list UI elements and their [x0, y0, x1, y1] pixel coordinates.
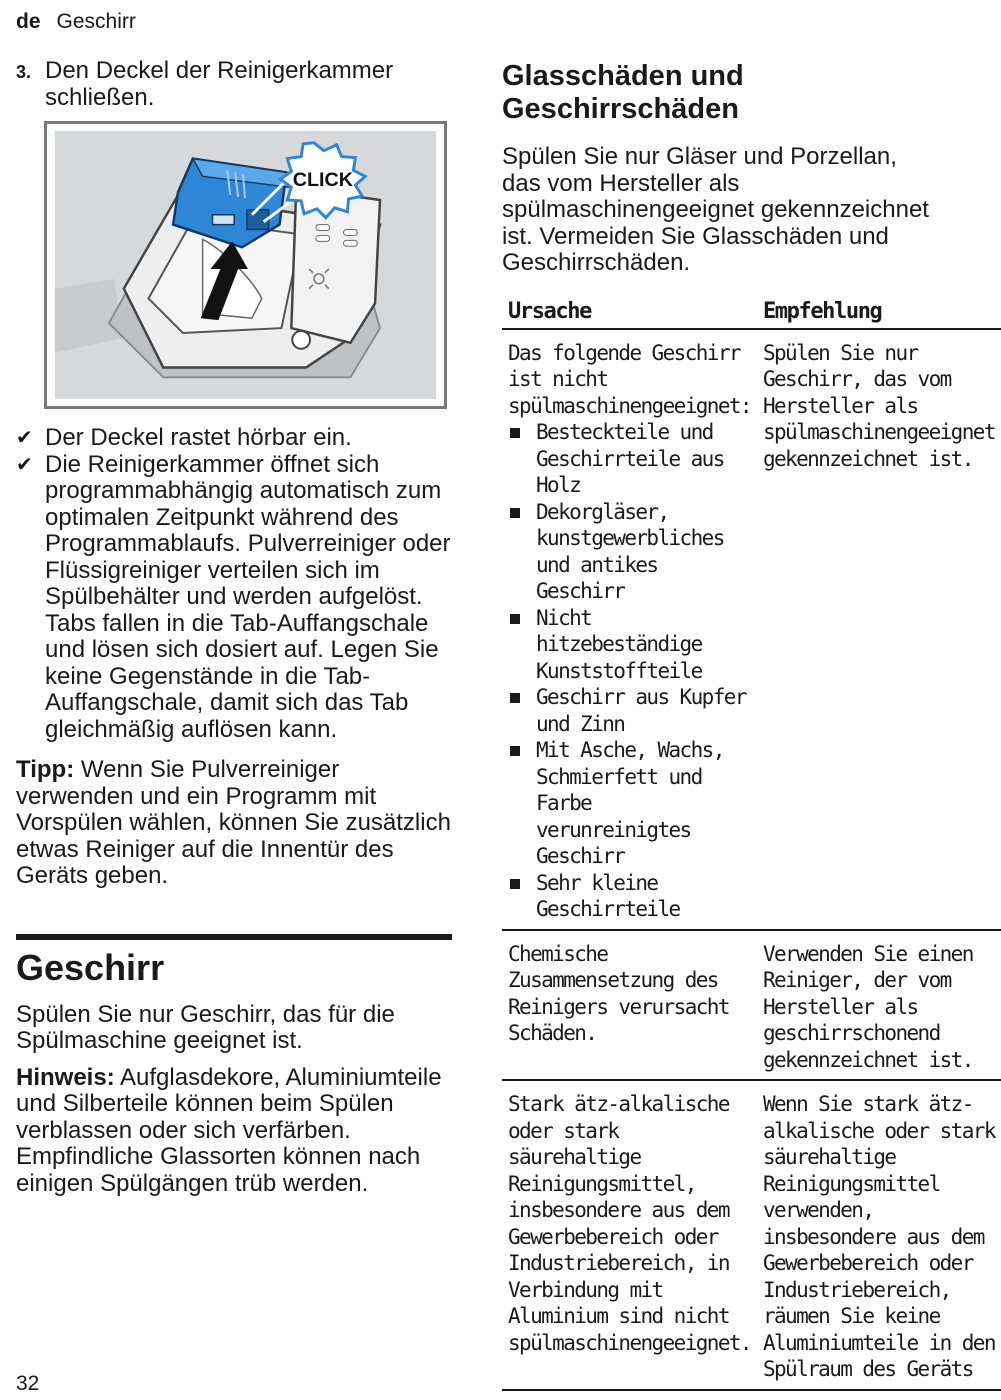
cause-cell: Chemische Zusammensetzung des Reinigers verursacht Schäden. — [502, 930, 757, 1081]
step-number: 3. — [16, 62, 32, 82]
cause-cell: Stark ätz-alkalische oder stark säurehaltige Reinigungsmittel, insbesondere aus dem Gewerbebereich oder Industriebereich, in Verbindung mit Aluminium sind nicht spülmaschinengeeignet. — [502, 1080, 757, 1390]
recommendation-cell: Verwenden Sie einen Reiniger, der vom Hersteller als geschirrschonend gekennzeichnet ist. — [757, 930, 1001, 1081]
checkmark-icon: ✔ — [16, 453, 33, 476]
list-item: Besteckteile und Geschirrteile aus Holz — [508, 419, 751, 499]
page-header — [16, 10, 136, 34]
damage-table — [502, 299, 1001, 1391]
note-paragraph — [16, 1065, 452, 1198]
checkmark-icon: ✔ — [16, 427, 33, 449]
list-item: Geschirr aus Kupfer und Zinn — [508, 684, 751, 737]
header-section-title: Geschirr — [56, 10, 136, 33]
detergent-dispenser-illustration — [44, 121, 447, 409]
table-row — [502, 329, 1001, 930]
list-item: ✔ Der Deckel rastet hörbar ein. — [16, 424, 352, 451]
table-header-row — [502, 299, 1001, 329]
square-bullet-icon — [510, 508, 520, 518]
geschirr-heading: Geschirr — [16, 946, 165, 988]
tip-paragraph — [16, 757, 452, 890]
glass-damage-heading: Glasschäden und Geschirrschäden — [502, 60, 744, 125]
language-code: de — [16, 10, 41, 33]
list-item: Nicht hitzebeständige Kunststoffteile — [508, 605, 751, 685]
table-row — [502, 930, 1001, 1081]
geschirr-intro: Spülen Sie nur Geschirr, das für die Spülmaschine geeignet ist. — [16, 1000, 395, 1054]
step-text: Den Deckel der Reinigerkammer schließen. — [45, 57, 394, 111]
list-item: Mit Asche, Wachs, Schmierfett und Farbe verunreinigtes Geschirr — [508, 737, 751, 870]
tip-label: Tipp: — [16, 756, 75, 783]
dispenser-drawing — [54, 131, 437, 399]
note-text: Aufglasdekore, Aluminiumteile und Silberteile können beim Spülen verblassen oder sich verfärben. Empfindliche Glassorten können nach einigen Spülgängen trüb werden. — [16, 1063, 442, 1197]
square-bullet-icon — [510, 614, 520, 624]
note-label: Hinweis: — [16, 1063, 115, 1091]
section-divider — [16, 934, 452, 940]
right-column — [502, 58, 995, 1391]
table-row — [502, 1080, 1001, 1390]
cause-cell: Das folgende Geschirr ist nicht spülmaschinengeeignet: Besteckteile und Geschirrteile aus Holz Dekorgläser, kunstgewerbliches und antikes Geschirr Nicht hitzebeständige Kunststoffteile Geschirr aus Kupfer und Zinn Mit Asche, Wachs, Schmierfett und Farbe verunreinigtes Geschirr Sehr kleine Geschirrteile — [502, 329, 757, 930]
column-header-recommendation: Empfehlung — [757, 299, 1001, 329]
tip-text: Wenn Sie Pulverreiniger verwenden und ein Programm mit Vorspülen wählen, können Sie zusätzlich etwas Reiniger auf die Innentür des Geräts geben. — [16, 756, 451, 889]
square-bullet-icon — [510, 746, 520, 756]
list-item: Dekorgläser, kunstgewerbliches und antikes Geschirr — [508, 499, 751, 605]
unsuitable-items-list — [508, 419, 751, 923]
list-item: Sehr kleine Geschirrteile — [508, 870, 751, 923]
click-callout-text: CLICK — [292, 169, 353, 192]
square-bullet-icon — [510, 879, 520, 889]
result-list — [16, 425, 452, 743]
square-bullet-icon — [510, 428, 520, 438]
left-column — [16, 58, 452, 1197]
list-item: ✔ Die Reinigerkammer öffnet sich programmabhängig automatisch zum optimalen Zeitpunkt während des Programmablaufs. Pulverreiniger oder Flüssigreiniger verteilen sich im Spülbehälter und werden aufgelöst. Tabs fallen in die Tab-Auffangschale und lösen sich dosiert auf. Legen Sie keine Gegenstände in die Tab-Auffangschale, damit sich das Tab gleichmäßig auflösen kann. — [16, 450, 451, 743]
step-3 — [16, 58, 452, 111]
column-header-cause: Ursache — [502, 299, 757, 329]
page-number: 32 — [16, 1372, 40, 1395]
square-bullet-icon — [510, 693, 520, 703]
glass-damage-intro: Spülen Sie nur Gläser und Porzellan, das vom Hersteller als spülmaschinengeeignet gekennzeichnet ist. Vermeiden Sie Glasschäden und Geschirrschäden. — [502, 143, 929, 276]
recommendation-cell: Spülen Sie nur Geschirr, das vom Hersteller als spülmaschinengeeignet gekennzeichnet ist. — [757, 329, 1001, 930]
recommendation-cell: Wenn Sie stark ätz-alkalische oder stark säurehaltige Reinigungsmittel verwenden, insbesondere aus dem Gewerbebereich oder Industriebereich, räumen Sie keine Aluminiumteile in den Spülraum des Geräts — [757, 1080, 1001, 1390]
